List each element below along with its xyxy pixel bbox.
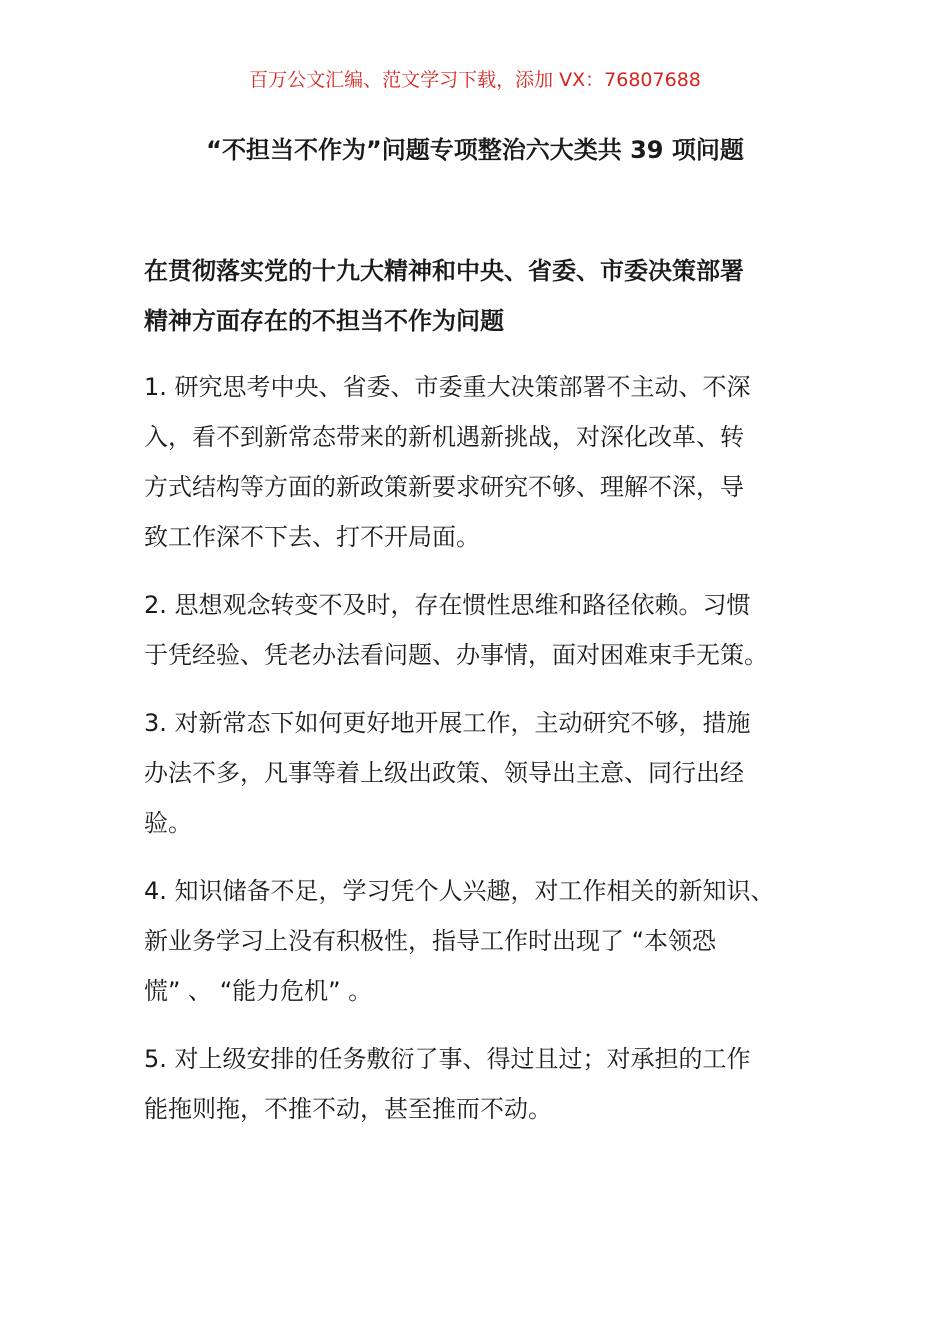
document-body [144, 246, 808, 1152]
list-item-3: 3. 对新常态下如何更好地开展工作，主动研究不够，措施 办法不多，凡事等着上级出政策、领导出主意、同行出经 验。 [144, 709, 751, 837]
list-item-4: 4. 知识储备不足，学习凭个人兴趣，对工作相关的新知识、 新业务学习上没有积极性，指导工作时出现了 “本领恐 慌” 、 “能力危机” 。 [144, 877, 775, 1005]
section-heading: 在贯彻落实党的十九大精神和中央、省委、市委决策部署 精神方面存在的不担当不作为问题 [144, 257, 744, 335]
list-item-5: 5. 对上级安排的任务敷衍了事、得过且过；对承担的工作 能拖则拖，不推不动，甚至推而不动。 [144, 1045, 751, 1123]
list-item-2: 2. 思想观念转变不及时，存在惯性思维和路径依赖。习惯 于凭经验、凭老办法看问题、办事情，面对困难束手无策。 [144, 591, 768, 669]
list-item-1: 1. 研究思考中央、省委、市委重大决策部署不主动、不深 入，看不到新常态带来的新机遇新挑战，对深化改革、转 方式结构等方面的新政策新要求研究不够、理解不深，导 致工作深不下去、打不开局面。 [144, 373, 751, 551]
promo-banner: 百万公文汇编、范文学习下载，添加 VX：76807688 [249, 69, 701, 91]
document-title: “不担当不作为”问题专项整治六大类共 39 项问题 [206, 136, 744, 164]
